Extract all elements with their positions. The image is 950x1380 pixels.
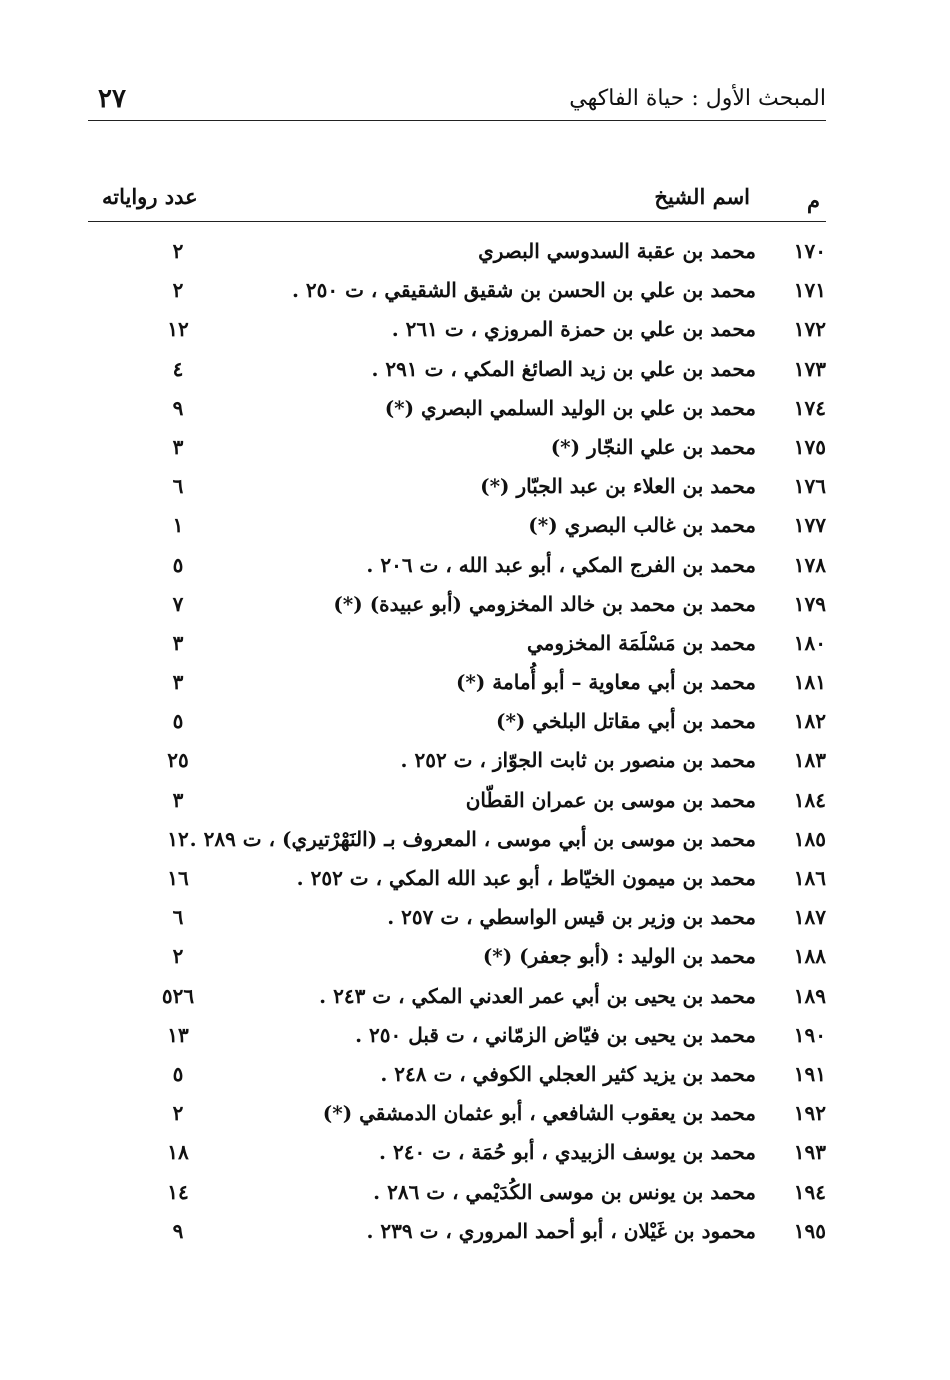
sheikh-name: محمد بن يحيى بن فيّاض الزمّاني ، ت قبل ٢٥٠ . <box>355 1022 756 1047</box>
table-row <box>88 428 826 467</box>
narration-count: ٦ <box>172 905 184 930</box>
row-number: ١٨٨ <box>793 944 826 969</box>
table-row <box>88 781 826 820</box>
column-header-sheikh-name: اسم الشيخ <box>654 184 750 209</box>
row-number: ١٩١ <box>793 1061 826 1086</box>
narration-count: ٤ <box>172 356 184 381</box>
sheikh-name: محمد بن يوسف الزبيدي ، أبو حُمَة ، ت ٢٤٠ . <box>379 1140 756 1165</box>
narration-count: ٩ <box>172 395 184 420</box>
narration-count: ١٨ <box>167 1140 189 1165</box>
narration-count: ٥ <box>172 709 184 734</box>
sheikh-name: محمد بن مَسْلَمَة المخزومي <box>526 630 756 655</box>
page-header <box>88 84 826 121</box>
sheikh-name: محمد بن علي النجّار (*) <box>550 434 756 459</box>
table-row <box>88 467 826 506</box>
row-number: ١٩٣ <box>793 1140 826 1165</box>
row-number: ١٨٢ <box>793 709 826 734</box>
row-number: ١٨٥ <box>793 826 826 851</box>
sheikh-name: محمد بن علي بن حمزة المروزي ، ت ٢٦١ . <box>391 317 756 342</box>
sheikh-name: محمد بن موسى بن أبي موسى ، المعروف بـ (النَهْرْتيري) ، ت ٢٨٩ . <box>189 826 756 851</box>
sheikh-name: محمد بن يعقوب الشافعي ، أبو عثمان الدمشقي (*) <box>322 1101 756 1126</box>
narration-count: ٥ <box>172 552 184 577</box>
narration-count: ١٦ <box>167 866 189 890</box>
sheikh-name: محمد بن أبي مقاتل البلخي (*) <box>496 709 756 734</box>
table-row <box>88 624 826 663</box>
table-row <box>88 506 826 545</box>
row-number: ١٩٤ <box>793 1179 826 1204</box>
narration-count: ٦ <box>172 474 184 499</box>
narration-count: ٧ <box>172 591 184 616</box>
table-header <box>88 180 826 224</box>
narration-count: ١٢ <box>167 826 189 851</box>
narration-count: ١ <box>172 513 184 538</box>
table-row <box>88 232 826 271</box>
row-number: ١٨٠ <box>793 630 826 655</box>
table-row <box>88 546 826 585</box>
table-row <box>88 820 826 859</box>
sheikh-name: محمد بن منصور بن ثابت الجوّاز ، ت ٢٥٢ . <box>400 748 756 773</box>
table-row <box>88 1055 826 1094</box>
sheikh-name: محمد بن علي بن زيد الصائغ المكي ، ت ٢٩١ . <box>371 356 756 381</box>
sheikh-name: محمد بن موسى بن عمران القطّان <box>465 787 756 812</box>
sheikh-name: محمود بن غَيْلان ، أبو أحمد المروري ، ت ٢٣٩ . <box>366 1218 756 1243</box>
table-row <box>88 937 826 976</box>
narration-count: ١٤ <box>167 1179 189 1204</box>
table-row <box>88 1133 826 1172</box>
row-number: ١٧٦ <box>793 474 826 499</box>
table-row <box>88 271 826 310</box>
table-row <box>88 1016 826 1055</box>
sheikh-name: محمد بن يحيى بن أبي عمر العدني المكي ، ت ٢٤٣ . <box>319 983 756 1008</box>
table-row <box>88 389 826 428</box>
table-row <box>88 1212 826 1251</box>
table-row <box>88 859 826 898</box>
sheikh-name: محمد بن غالب البصري (*) <box>528 513 756 538</box>
page-number: ٢٧ <box>98 84 126 114</box>
row-number: ١٧٨ <box>793 552 826 577</box>
row-number: ١٨١ <box>793 670 826 695</box>
narration-count: ٢ <box>172 1101 184 1126</box>
narration-count: ١٣ <box>167 1022 189 1047</box>
table-row <box>88 977 826 1016</box>
table-row <box>88 702 826 741</box>
narration-count: ٥٢٦ <box>161 983 195 1008</box>
row-number: ١٩٠ <box>793 1022 826 1047</box>
sheikh-name: محمد بن علي بن الحسن بن شقيق الشقيقي ، ت ٢٥٠ . <box>291 278 756 303</box>
sheikh-name: محمد بن الفرج المكي ، أبو عبد الله ، ت ٢٠٦ . <box>366 552 756 577</box>
row-number: ١٧٠ <box>793 239 826 263</box>
row-number: ١٨٤ <box>793 787 826 812</box>
row-number: ١٩٢ <box>793 1101 826 1126</box>
row-number: ١٩٥ <box>793 1218 826 1243</box>
narration-count: ٣ <box>172 670 184 695</box>
row-number: ١٧٤ <box>793 395 826 420</box>
row-number: ١٨٣ <box>793 748 826 773</box>
table-row <box>88 898 826 937</box>
column-header-narration-count: عدد رواياته <box>102 184 198 209</box>
sheikh-name: محمد بن أبي معاوية – أبو أُمامة (*) <box>455 670 756 695</box>
row-number: ١٧٢ <box>793 317 826 342</box>
narration-count: ٢ <box>172 944 184 969</box>
narration-count: ٢ <box>172 239 184 263</box>
row-number: ١٧١ <box>793 278 826 303</box>
sheikh-list <box>88 232 826 1251</box>
row-number: ١٨٩ <box>793 983 826 1008</box>
sheikh-name: محمد بن وزير بن قيس الواسطي ، ت ٢٥٧ . <box>387 905 756 930</box>
sheikh-name: محمد بن ميمون الخيّاط ، أبو عبد الله المكي ، ت ٢٥٢ . <box>296 866 756 890</box>
table-row <box>88 310 826 349</box>
narration-count: ٢٥ <box>167 748 189 773</box>
narration-count: ١٢ <box>167 317 189 342</box>
table-row <box>88 741 826 780</box>
narration-count: ٣ <box>172 434 184 459</box>
row-number: ١٧٩ <box>793 591 826 616</box>
row-number: ١٧٧ <box>793 513 826 538</box>
table-row <box>88 1094 826 1133</box>
table-row <box>88 1173 826 1212</box>
row-number: ١٧٣ <box>793 356 826 381</box>
sheikh-name: محمد بن علي بن الوليد السلمي البصري (*) <box>384 395 756 420</box>
sheikh-name: محمد بن عقبة السدوسي البصري <box>478 239 756 263</box>
sheikh-name: محمد بن العلاء بن عبد الجبّار (*) <box>480 474 756 499</box>
sheikh-name: محمد بن محمد بن خالد المخزومي (أبو عبيدة) (*) <box>333 591 756 616</box>
narration-count: ٥ <box>172 1061 184 1086</box>
narration-count: ٩ <box>172 1218 184 1243</box>
row-number: ١٧٥ <box>793 434 826 459</box>
narration-count: ٢ <box>172 278 184 303</box>
table-row <box>88 585 826 624</box>
sheikh-name: محمد بن الوليد : (أبو جعفر) (*) <box>482 944 756 969</box>
narration-count: ٣ <box>172 630 184 655</box>
narration-count: ٣ <box>172 787 184 812</box>
row-number: ١٨٦ <box>793 866 826 890</box>
table-row <box>88 350 826 389</box>
column-header-number: م <box>806 188 820 213</box>
table-row <box>88 663 826 702</box>
sheikh-name: محمد بن يزيد كثير العجلي الكوفي ، ت ٢٤٨ . <box>380 1061 756 1086</box>
running-title: المبحث الأول : حياة الفاكهي <box>569 86 826 111</box>
row-number: ١٨٧ <box>793 905 826 930</box>
sheikh-name: محمد بن يونس بن موسى الكُدَيْمي ، ت ٢٨٦ . <box>373 1179 756 1204</box>
header-rule <box>88 221 826 222</box>
